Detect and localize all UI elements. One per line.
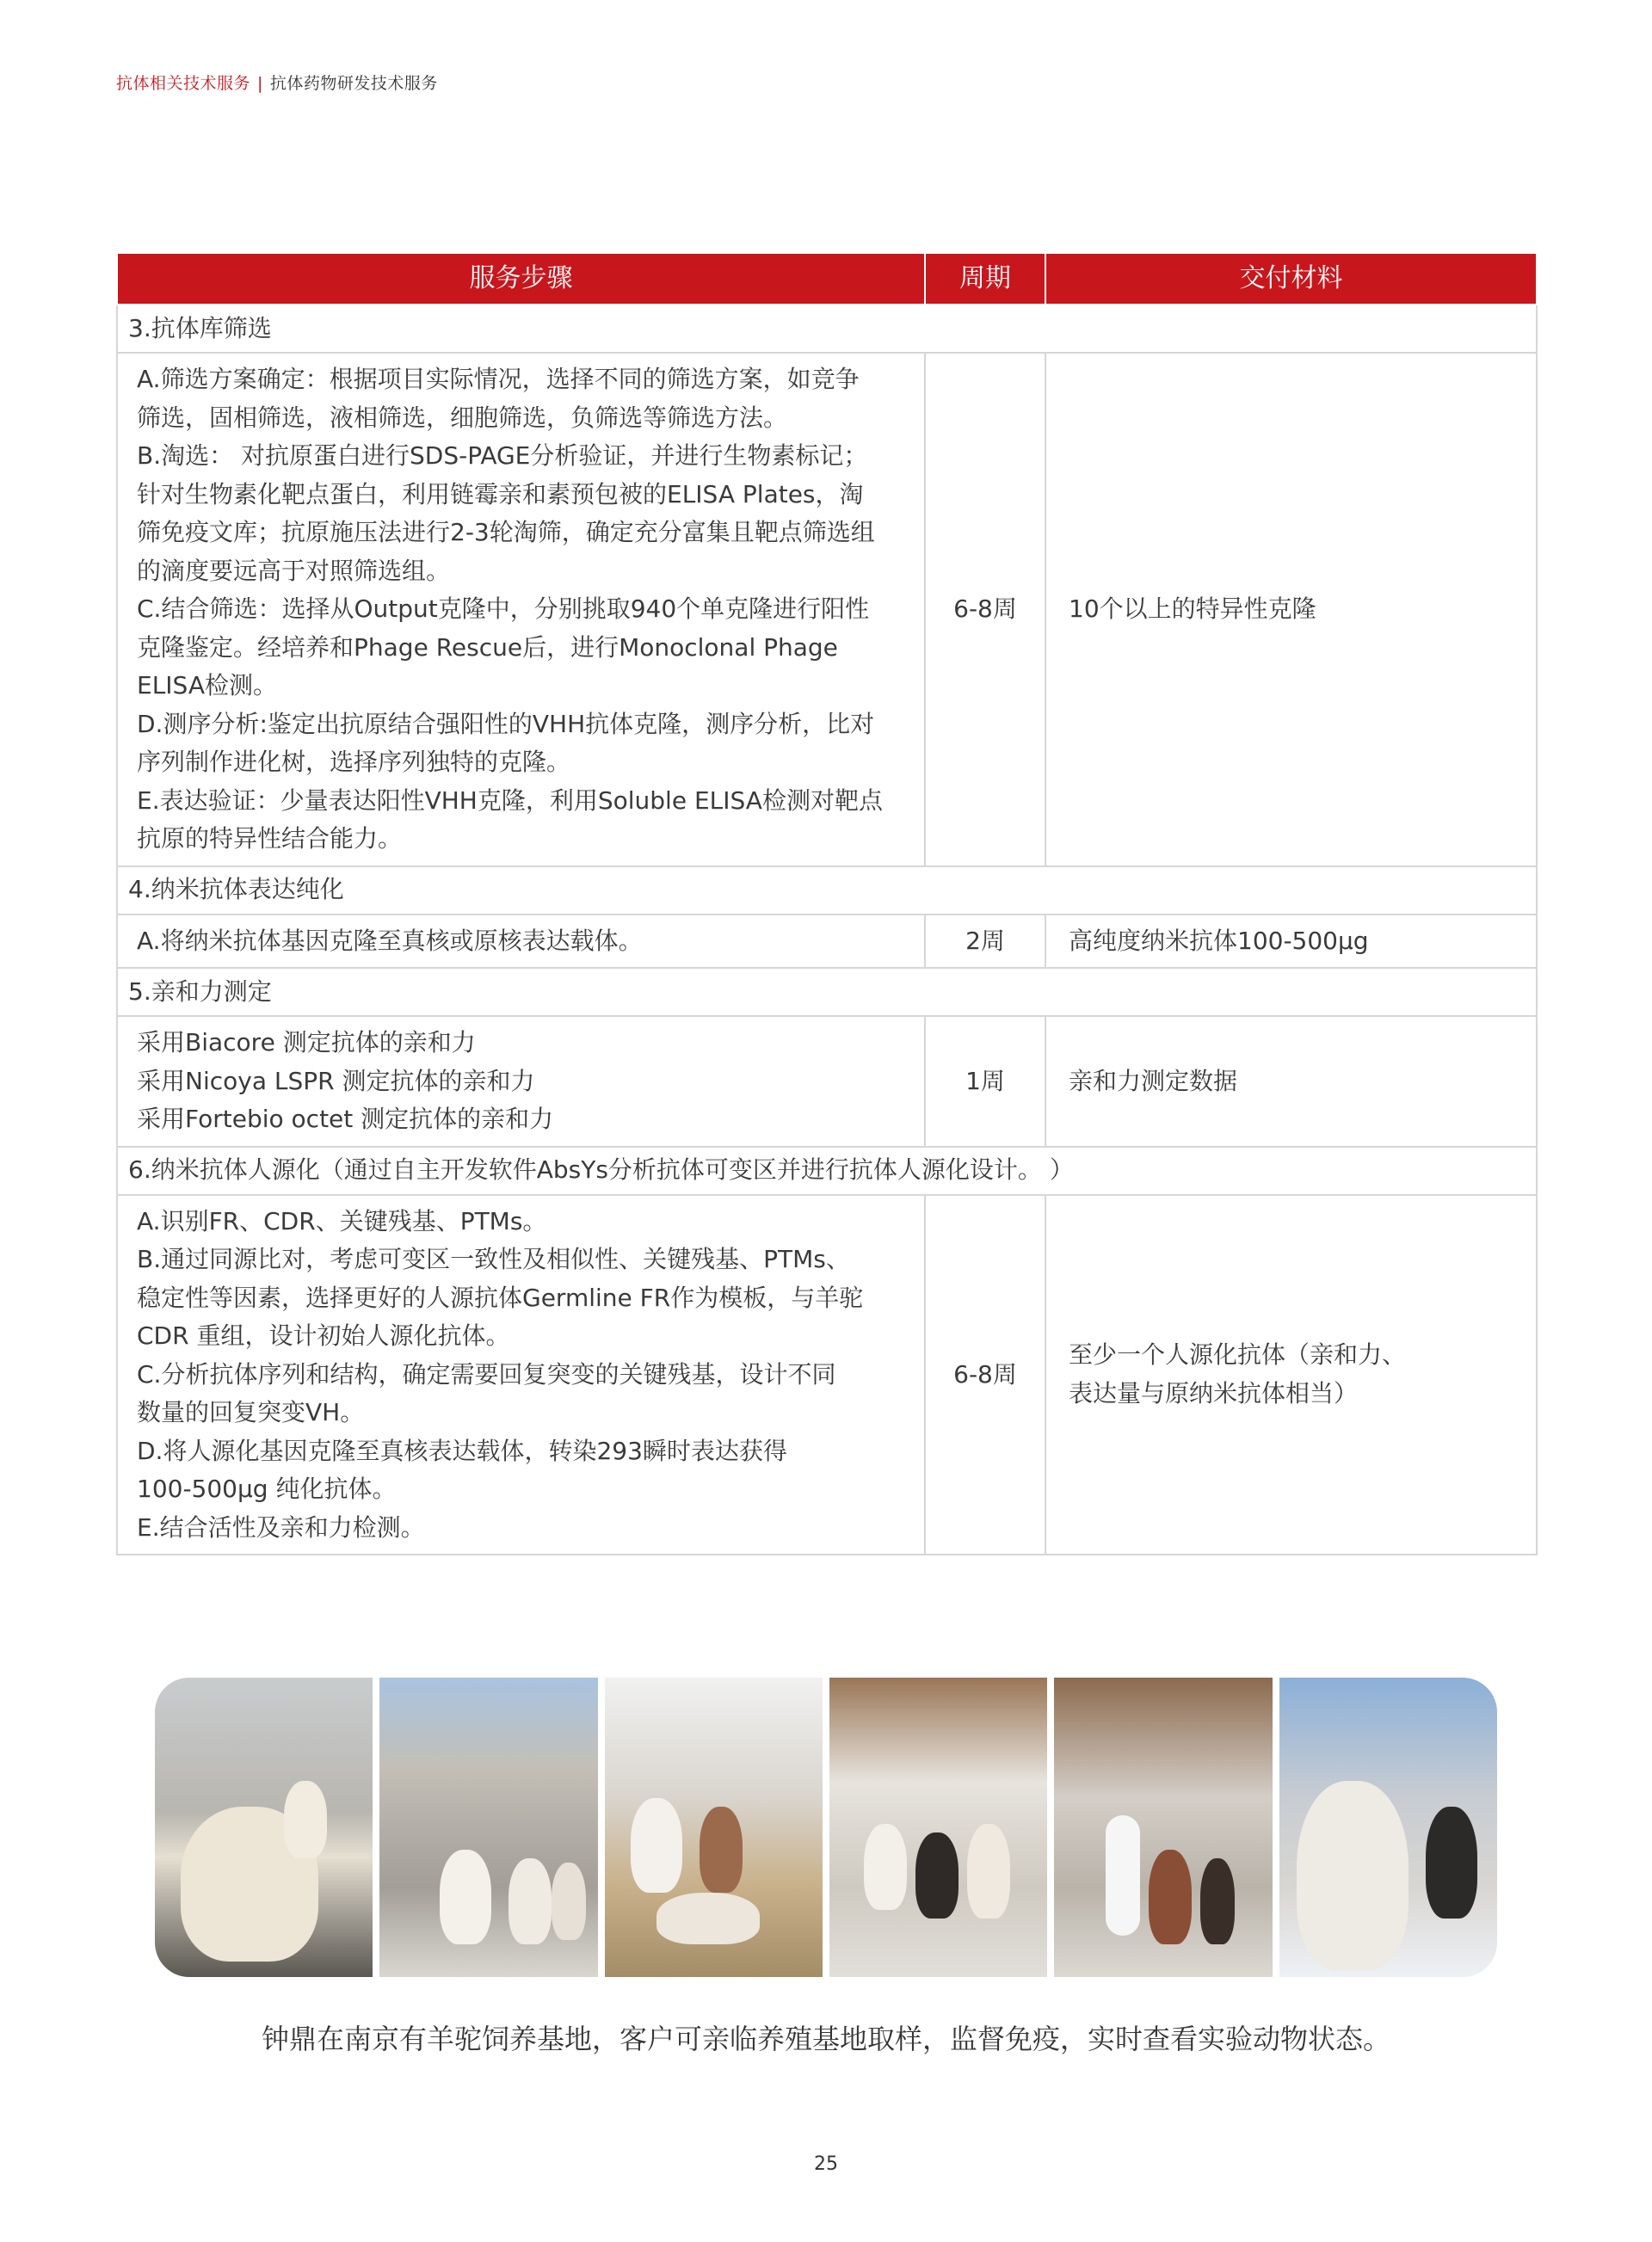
deliverable-cell: [1045, 353, 1537, 866]
step-line: 数量的回复突变VH。: [137, 1398, 365, 1426]
step-line: 克隆鉴定。经培养和Phage Rescue后，进行Monoclonal Phage: [137, 632, 838, 662]
step-line: 采用Nicoya LSPR 测定抗体的亲和力: [137, 1066, 535, 1095]
period-cell: 6-8周: [925, 353, 1045, 866]
table-row: [117, 915, 1537, 969]
deliverable-line: 至少一个人源化抗体（亲和力、: [1069, 1340, 1407, 1370]
period-cell: 6-8周: [925, 1195, 1045, 1555]
step-line: 稳定性等因素，选择更好的人源抗体Germline FR作为模板，与羊驼: [137, 1283, 864, 1312]
step-description: [117, 915, 925, 969]
header-cell-step: 服务步骤: [117, 254, 925, 305]
table-row: [117, 353, 1537, 866]
deliverable-cell: [1045, 915, 1537, 969]
photo-caption: 钟鼎在南京有羊驼饲养基地，客户可亲临养殖基地取样，监督免疫，实时查看实验动物状态。: [261, 2023, 1390, 2055]
table-header-row: [117, 254, 1537, 305]
header-cell-period: 周期: [925, 254, 1045, 305]
step-description: [117, 1195, 925, 1555]
alpaca-photo: [829, 1678, 1047, 1977]
step-description: [117, 1016, 925, 1147]
service-table: [116, 254, 1538, 1555]
step-line: D.测序分析:鉴定出抗原结合强阳性的VHH抗体克隆，测序分析，比对: [137, 709, 875, 738]
step-line: 采用Biacore 测定抗体的亲和力: [137, 1028, 476, 1056]
step-line: B.淘选： 对抗原蛋白进行SDS-PAGE分析验证，并进行生物素标记；: [137, 441, 868, 470]
period-cell: 1周: [925, 1016, 1045, 1147]
table-row: [117, 1016, 1537, 1147]
section-row: [117, 968, 1537, 1016]
page-number: 25: [814, 2153, 838, 2175]
step-line: CDR 重组，设计初始人源化抗体。: [137, 1321, 510, 1350]
alpaca-photo: [1279, 1678, 1497, 1977]
step-line: D.将人源化基因克隆至真核表达载体，转染293瞬时表达获得: [137, 1436, 787, 1465]
step-line: 筛选，固相筛选，液相筛选，细胞筛选，负筛选等筛选方法。: [137, 403, 788, 432]
section-title: 5.亲和力测定: [117, 968, 1537, 1016]
step-line: B.通过同源比对，考虑可变区一致性及相似性、关键残基、PTMs、: [137, 1245, 850, 1273]
deliverable-line: 表达量与原纳米抗体相当）: [1069, 1378, 1359, 1407]
header-crumb-primary: 抗体相关技术服务: [116, 74, 251, 93]
step-line: A.识别FR、CDR、关键残基、PTMs。: [137, 1206, 547, 1235]
alpaca-photo-strip: [155, 1678, 1497, 1977]
header-crumb-secondary: 抗体药物研发技术服务: [269, 74, 438, 93]
step-line: 抗原的特异性结合能力。: [137, 824, 403, 853]
step-line: A.将纳米抗体基因克隆至真核或原核表达载体。: [137, 926, 643, 955]
page-header: [116, 71, 438, 94]
step-line: 的滴度要远高于对照筛选组。: [137, 556, 451, 585]
section-title: 3.抗体库筛选: [117, 305, 1537, 353]
alpaca-photo: [605, 1678, 823, 1977]
alpaca-photo: [1054, 1678, 1272, 1977]
step-line: ELISA检测。: [137, 671, 277, 699]
header-separator: |: [257, 74, 263, 93]
step-line: 采用Fortebio octet 测定抗体的亲和力: [137, 1105, 554, 1133]
alpaca-photo: [155, 1678, 373, 1977]
deliverable-line: 亲和力测定数据: [1069, 1066, 1238, 1095]
step-line: 序列制作进化树，选择序列独特的克隆。: [137, 748, 571, 776]
deliverable-cell: [1045, 1195, 1537, 1555]
step-line: A.筛选方案确定：根据项目实际情况，选择不同的筛选方案，如竞争: [137, 365, 860, 393]
section-row: [117, 866, 1537, 915]
step-line: C.结合筛选：选择从Output克隆中，分别挑取940个单克隆进行阳性: [137, 594, 870, 623]
deliverable-cell: [1045, 1016, 1537, 1147]
section-row: [117, 1147, 1537, 1195]
table-row: [117, 1195, 1537, 1555]
alpaca-photo: [379, 1678, 597, 1977]
step-line: 筛免疫文库；抗原施压法进行2-3轮淘筛，确定充分富集且靶点筛选组: [137, 518, 875, 546]
section-row: [117, 305, 1537, 353]
deliverable-line: 高纯度纳米抗体100-500μg: [1069, 926, 1369, 955]
step-line: 100-500μg 纯化抗体。: [137, 1475, 397, 1503]
step-line: C.分析抗体序列和结构，确定需要回复突变的关键残基，设计不同: [137, 1359, 836, 1389]
header-cell-deliverable: 交付材料: [1045, 254, 1537, 305]
step-line: E.结合活性及亲和力检测。: [137, 1512, 425, 1542]
section-title: 6.纳米抗体人源化（通过自主开发软件AbsYs分析抗体可变区并进行抗体人源化设计。 ）: [117, 1147, 1537, 1195]
step-description: [117, 353, 925, 866]
period-cell: 2周: [925, 915, 1045, 969]
deliverable-line: 10个以上的特异性克隆: [1069, 594, 1316, 623]
section-title: 4.纳米抗体表达纯化: [117, 866, 1537, 915]
step-line: 针对生物素化靶点蛋白，利用链霉亲和素预包被的ELISA Plates，淘: [137, 479, 864, 508]
step-line: E.表达验证：少量表达阳性VHH克隆，利用Soluble ELISA检测对靶点: [137, 785, 883, 815]
